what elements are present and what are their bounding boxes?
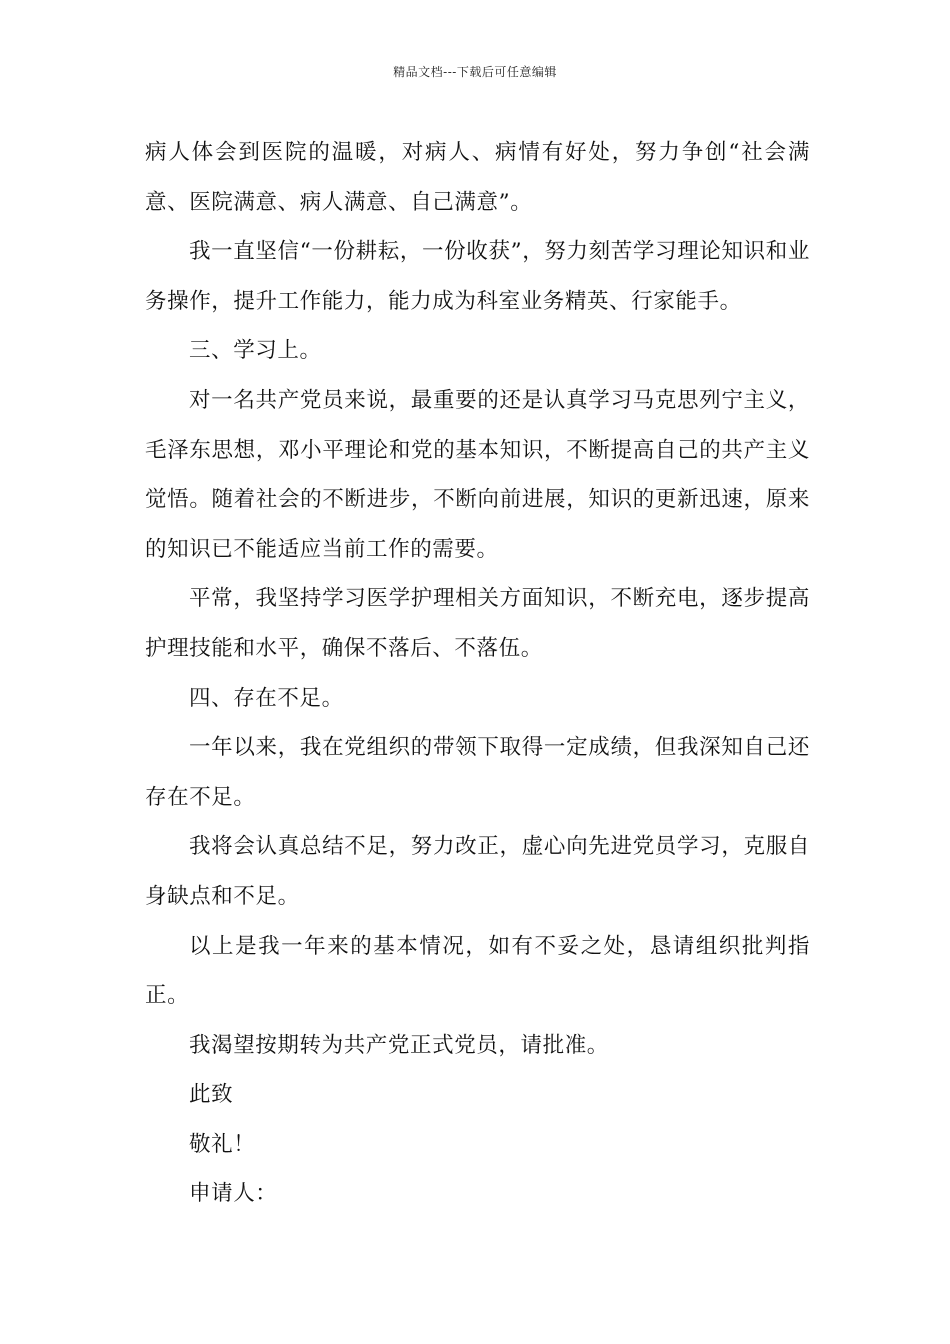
paragraph-study-theory: 对一名共产党员来说，最重要的还是认真学习马克思列宁主义，毛泽东思想，邓小平理论和党的基本知识，不断提高自己的共产主义觉悟。随着社会的不断进步，不断向前进展，知识的更新迅速，原来的知识已不能适应当前工作的需要。 <box>145 387 810 562</box>
paragraph-summary: 以上是我一年来的基本情况，如有不妥之处，恳请组织批判指正。 <box>145 933 810 1009</box>
section-heading-study: 三、学习上。 <box>189 338 322 364</box>
document-body <box>145 128 810 1219</box>
section-heading-shortcomings: 四、存在不足。 <box>189 685 344 711</box>
paragraph-study-nursing: 平常，我坚持学习医学护理相关方面知识，不断充电，逐步提高护理技能和水平，确保不落后、不落伍。 <box>145 586 810 661</box>
applicant-signature-line: 申请人： <box>189 1181 278 1207</box>
closing-regards: 敬礼！ <box>189 1131 256 1157</box>
paragraph-continued: 病人体会到医院的温暖，对病人、病情有好处，努力争创“社会满意、医院满意、病人满意、自己满意”。 <box>145 140 810 215</box>
paragraph-improvement: 我将会认真总结不足，努力改正，虚心向先进党员学习，克服自身缺点和不足。 <box>145 834 810 909</box>
page-header: 精品文档---下载后可任意编辑 <box>393 65 557 79</box>
closing-salutation: 此致 <box>189 1082 234 1108</box>
paragraph-shortcomings: 一年以来，我在党组织的带领下取得一定成绩，但我深知自己还存在不足。 <box>145 735 810 810</box>
paragraph-belief: 我一直坚信“一份耕耘，一份收获”，努力刻苦学习理论知识和业务操作，提升工作能力，能力成为科室业务精英、行家能手。 <box>145 239 810 314</box>
paragraph-request: 我渴望按期转为共产党正式党员，请批准。 <box>189 1032 609 1058</box>
